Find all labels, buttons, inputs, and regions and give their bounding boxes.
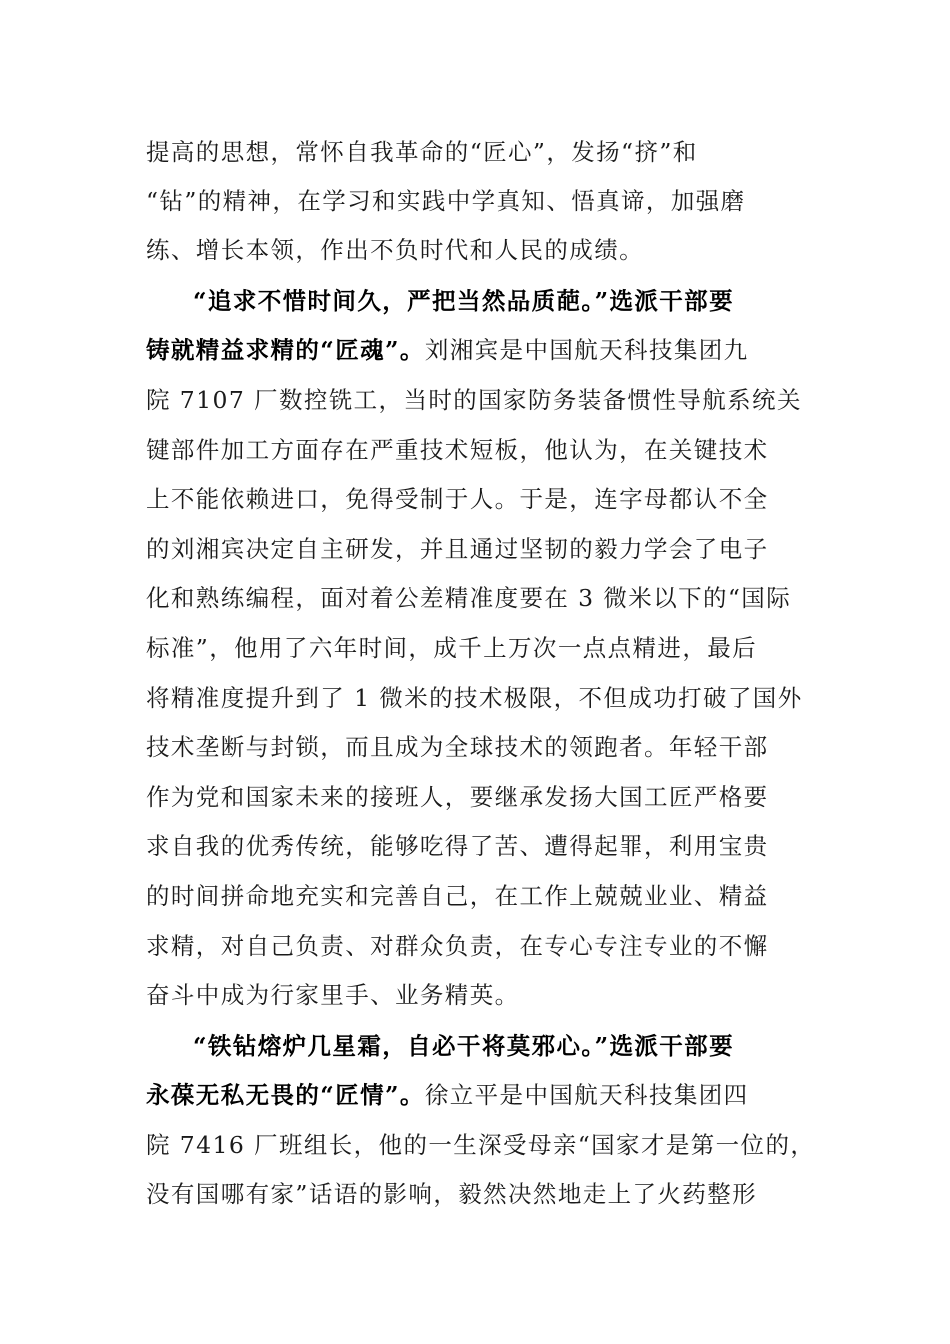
text-run: 刘湘宾是中国航天科技集团九 (424, 336, 749, 364)
text-run: 没有国哪有家”话语的影响，毅然决然地走上了火药整形 (146, 1180, 758, 1208)
text-run: 院 7416 厂班组长，他的一生深受母亲“国家才是第一位的， (146, 1131, 816, 1159)
text-line (146, 332, 749, 368)
text-run: 标准”，他用了六年时间，成千上万次一点点精进，最后 (146, 634, 758, 662)
text-run: 将精准度提升到了 1 微米的技术极限，不但成功打破了国外 (146, 684, 803, 712)
text-run: 求自我的优秀传统，能够吃得了苦、遭得起罪，利用宝贵 (146, 832, 769, 860)
text-line (146, 183, 746, 219)
text-run: 键部件加工方面存在严重技术短板，他认为，在关键技术 (146, 436, 769, 464)
text-run: 提高的思想，常怀自我革命的“匠心”，发扬“挤”和 (146, 138, 698, 166)
text-run: 化和熟练编程，面对着公差精准度要在 3 微米以下的“国际 (146, 584, 792, 612)
text-line (193, 283, 734, 319)
text-run: 院 7107 厂数控铣工，当时的国家防务装备惯性导航系统关 (146, 386, 802, 414)
text-line (146, 779, 769, 815)
text-line (146, 630, 757, 666)
text-run: 练、增长本领，作出不负时代和人民的成绩。 (146, 236, 644, 264)
text-line (146, 232, 644, 268)
text-run: 技术垄断与封锁，而且成为全球技术的领跑者。年轻干部 (146, 733, 769, 761)
text-line (146, 729, 769, 765)
text-line (193, 1028, 734, 1064)
text-run: 的刘湘宾决定自主研发，并且通过坚韧的毅力学会了电子 (146, 535, 769, 563)
text-line (146, 1127, 815, 1163)
text-run: 作为党和国家未来的接班人，要继承发扬大国工匠严格要 (146, 783, 769, 811)
text-line (146, 481, 769, 517)
text-run: 的时间拼命地充实和完善自己，在工作上兢兢业业、精益 (146, 882, 769, 910)
text-line (146, 432, 769, 468)
text-run: 徐立平是中国航天科技集团四 (424, 1081, 749, 1109)
text-line (146, 977, 520, 1013)
text-line (146, 1077, 749, 1113)
bold-text-run: “铁钻熔炉几星霜，自必干将莫邪心。”选派干部要 (193, 1032, 734, 1060)
bold-text-run: 永葆无私无畏的“匠情”。 (146, 1081, 425, 1109)
text-run: 求精，对自己负责、对群众负责，在专心专注专业的不懈 (146, 932, 769, 960)
text-line (146, 680, 803, 716)
text-line (146, 878, 769, 914)
bold-text-run: 铸就精益求精的“匠魂”。 (146, 336, 425, 364)
text-line (146, 134, 698, 170)
text-line (146, 828, 769, 864)
text-run: “钻”的精神，在学习和实践中学真知、悟真谛，加强磨 (146, 187, 746, 215)
text-line (146, 580, 791, 616)
text-run: 奋斗中成为行家里手、业务精英。 (146, 981, 520, 1009)
text-line (146, 531, 769, 567)
text-line (146, 382, 802, 418)
bold-text-run: “追求不惜时间久，严把当然品质葩。”选派干部要 (193, 287, 734, 315)
text-line (146, 928, 769, 964)
text-line (146, 1176, 757, 1212)
text-run: 上不能依赖进口，免得受制于人。于是，连字母都认不全 (146, 485, 769, 513)
